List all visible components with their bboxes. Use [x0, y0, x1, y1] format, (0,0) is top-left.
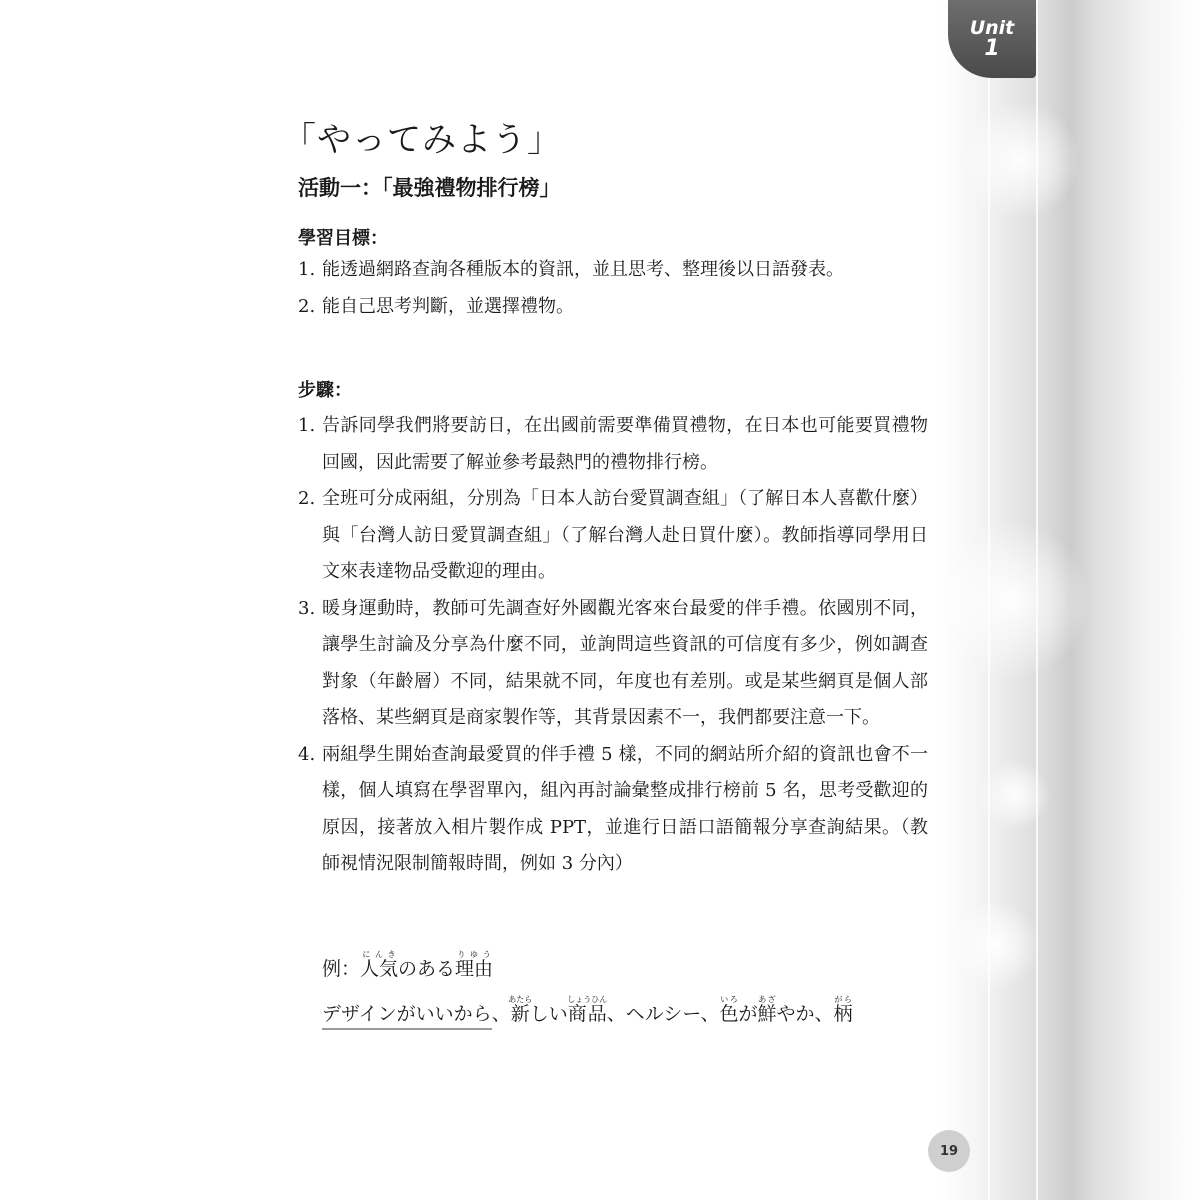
steps-list	[298, 408, 928, 883]
example-underlined-text: デザインがいいから	[322, 1003, 492, 1030]
activity-title: 活動一：「最強禮物排行榜」	[298, 176, 561, 200]
example-line-1	[322, 950, 942, 981]
example-text: 、	[491, 1003, 511, 1025]
steps-heading: 步驟：	[298, 380, 352, 401]
step-text: 告訴同學我們將要訪日，在出國前需要準備買禮物，在日本也可能要買禮物回國，因此需要了解並參考最熱門的禮物排行榜。	[322, 415, 928, 473]
furigana: あざ	[757, 995, 777, 1004]
page-number: 19	[928, 1130, 970, 1172]
goal-number: 1.	[298, 259, 316, 280]
unit-number: 1	[984, 36, 1000, 61]
ruby-word: 人気にんき	[360, 950, 399, 980]
example-text: が	[738, 1003, 758, 1025]
sidebar-line	[1036, 0, 1038, 1200]
step-item	[298, 481, 928, 591]
furigana: しょうひん	[567, 995, 608, 1004]
step-item	[298, 591, 928, 737]
ruby-word: 新あたら	[508, 995, 533, 1025]
furigana: いろ	[719, 995, 739, 1004]
sidebar-glow	[980, 760, 1050, 830]
ruby-word: 理由りゆう	[455, 950, 494, 980]
sidebar-glow	[950, 900, 1040, 990]
step-text: 全班可分成兩組，分別為「日本人訪台愛買調查組」（了解日本人喜歡什麼）與「台灣人訪日愛買調查組」（了解台灣人赴日買什麼）。教師指導同學用日文來表達物品受歡迎的理由。	[322, 488, 928, 582]
step-item	[298, 737, 928, 883]
furigana: りゆう	[455, 950, 494, 959]
ruby-word: 商品しょうひん	[567, 995, 608, 1025]
step-item	[298, 408, 928, 481]
example-prefix: 例：	[322, 958, 361, 980]
furigana: あたら	[508, 995, 533, 1004]
furigana: がら	[833, 995, 853, 1004]
sidebar-line	[988, 0, 990, 1200]
ruby-word: 色いろ	[719, 995, 739, 1025]
section-title: 「やってみよう」	[282, 120, 562, 160]
step-text: 暖身運動時，教師可先調查好外國觀光客來台最愛的伴手禮。依國別不同，讓學生討論及分享為什麼不同，並詢問這些資訊的可信度有多少，例如調查對象（年齡層）不同，結果就不同，年度也有差別。或是某些網頁是個人部落格、某些網頁是商家製作等，其背景因素不一，我們都要注意一下。	[322, 597, 928, 728]
goal-text: 能透過網路查詢各種版本的資訊，並且思考、整理後以日語發表。	[322, 259, 844, 280]
goal-text: 能自己思考判斷，並選擇禮物。	[322, 295, 574, 317]
goals-heading: 學習目標：	[298, 228, 388, 249]
step-number: 1.	[298, 415, 316, 436]
sidebar-glow	[940, 520, 1090, 680]
example-text: やか、	[776, 1003, 834, 1025]
unit-label: Unit	[969, 17, 1015, 39]
goal-number: 2.	[298, 295, 316, 317]
example-line-2	[322, 995, 942, 1026]
goal-item	[298, 289, 928, 326]
goals-list	[298, 252, 928, 325]
example-text: しい	[529, 1003, 568, 1025]
decorative-sidebar	[940, 0, 1200, 1200]
step-number: 4.	[298, 743, 316, 765]
furigana: にんき	[360, 950, 399, 959]
example-text: のある	[398, 958, 456, 980]
unit-tab	[948, 0, 1036, 78]
step-number: 3.	[298, 597, 316, 619]
sidebar-glow	[960, 100, 1080, 220]
example-text: 、ヘルシー、	[606, 1003, 720, 1025]
step-text: 兩組學生開始查詢最愛買的伴手禮 5 樣，不同的網站所介紹的資訊也會不一樣，個人填寫在學習單內，組內再討論彙整成排行榜前 5 名，思考受歡迎的原因，接著放入相片製作成 PPT，並進行日語口語簡報分享查詢結果。（教師視情況限制簡報時間，例如 3 分內）	[322, 743, 928, 874]
ruby-word: 柄がら	[833, 995, 853, 1025]
ruby-word: 鮮あざ	[757, 995, 777, 1025]
step-number: 2.	[298, 488, 316, 509]
goal-item	[298, 252, 928, 289]
example-block	[322, 950, 942, 1026]
